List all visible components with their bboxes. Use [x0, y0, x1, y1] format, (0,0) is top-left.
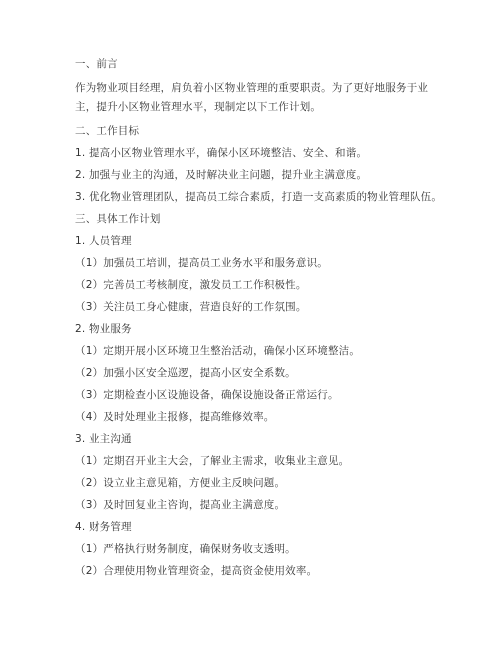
plan-item-service-1: （1）定期开展小区环境卫生整治活动，确保小区环境整洁。 — [75, 345, 361, 357]
plan-item-service-2: （2）加强小区安全巡逻，提高小区安全系数。 — [75, 367, 296, 379]
plan-item-staff-2: （2）完善员工考核制度，激发员工工作积极性。 — [75, 279, 307, 291]
goal-item-3: 3. 优化物业管理团队，提高员工综合素质，打造一支高素质的物业管理队伍。 — [75, 191, 443, 203]
plan-item-service-3: （3）定期检查小区设施设备，确保设施设备正常运行。 — [75, 389, 339, 401]
plan-item-communication-3: （3）及时回复业主咨询，提高业主满意度。 — [75, 499, 286, 511]
plan-item-staff-3: （3）关注员工身心健康，营造良好的工作氛围。 — [75, 301, 307, 313]
plan-item-communication-2: （2）设立业主意见箱，方便业主反映问题。 — [75, 477, 286, 489]
goal-item-1: 1. 提高小区物业管理水平，确保小区环境整洁、安全、和谐。 — [75, 147, 368, 159]
plan-heading-service: 2. 物业服务 — [75, 323, 132, 335]
goal-item-2: 2. 加强与业主的沟通，及时解决业主问题，提升业主满意度。 — [75, 169, 368, 181]
plan-item-finance-1: （1）严格执行财务制度，确保财务收支透明。 — [75, 543, 296, 555]
plan-item-finance-2: （2）合理使用物业管理资金，提高资金使用效率。 — [75, 565, 318, 577]
intro-paragraph: 作为物业项目经理，肩负着小区物业管理的重要职责。为了更好地服务于业主，提升小区物业管理水平，现制定以下工作计划。 — [75, 82, 429, 113]
section-heading-preface: 一、前言 — [75, 58, 118, 70]
plan-heading-finance: 4. 财务管理 — [75, 521, 132, 533]
section-heading-goals: 二、工作目标 — [75, 125, 140, 137]
plan-heading-communication: 3. 业主沟通 — [75, 433, 132, 445]
section-heading-plan: 三、具体工作计划 — [75, 213, 161, 225]
plan-item-communication-1: （1）定期召开业主大会，了解业主需求，收集业主意见。 — [75, 455, 350, 467]
plan-item-staff-1: （1）加强员工培训，提高员工业务水平和服务意识。 — [75, 257, 328, 269]
plan-heading-staff: 1. 人员管理 — [75, 235, 132, 247]
plan-item-service-4: （4）及时处理业主报修，提高维修效率。 — [75, 411, 275, 423]
